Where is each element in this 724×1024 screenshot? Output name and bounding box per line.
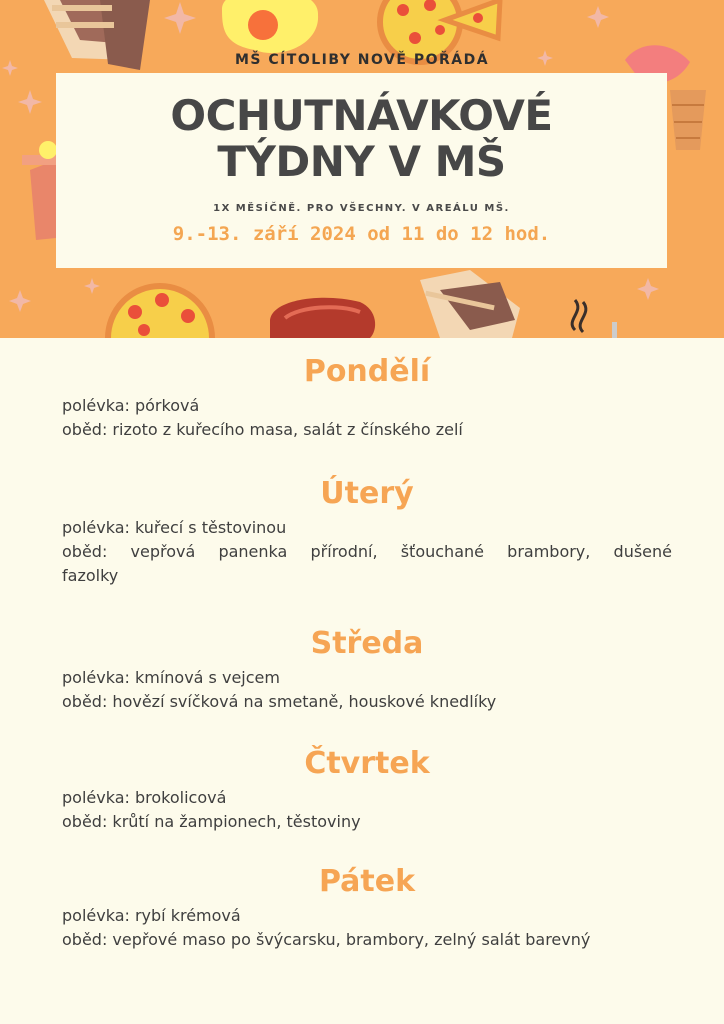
soup-line: polévka: brokolicová bbox=[62, 788, 227, 807]
subtitle: 1X MĚSÍČNĚ. PRO VŠECHNY. V AREÁLU MŠ. bbox=[213, 203, 510, 214]
soup-line: polévka: kmínová s vejcem bbox=[62, 668, 280, 687]
title-line-1: OCHUTNÁVKOVÉ bbox=[170, 91, 553, 140]
lunch-line: oběd: rizoto z kuřecího masa, salát z čínského zelí bbox=[62, 420, 463, 439]
page-title bbox=[56, 93, 667, 185]
day-monday bbox=[62, 350, 672, 472]
day-tuesday bbox=[62, 472, 672, 622]
title-line-2: TÝDNY V MŠ bbox=[217, 137, 506, 186]
cake-icon bbox=[420, 270, 520, 338]
fried-egg-icon bbox=[222, 0, 318, 53]
weekly-menu bbox=[62, 350, 672, 970]
meat-icon bbox=[270, 298, 375, 338]
soup-line: polévka: rybí krémová bbox=[62, 906, 241, 925]
soup-line: polévka: kuřecí s těstovinou bbox=[62, 518, 287, 537]
lunch-line: oběd: krůtí na žampionech, těstoviny bbox=[62, 812, 361, 831]
lunch-line: oběd: hovězí svíčková na smetaně, houskové knedlíky bbox=[62, 692, 497, 711]
hero-banner bbox=[0, 0, 724, 338]
day-name: Čtvrtek bbox=[304, 746, 430, 781]
day-thursday bbox=[62, 742, 672, 860]
day-name: Pondělí bbox=[303, 354, 431, 389]
day-name: Středa bbox=[310, 626, 424, 661]
day-friday bbox=[62, 860, 672, 970]
day-name: Úterý bbox=[320, 476, 414, 511]
lunch-line: oběd: vepřová panenka přírodní, šťouchané brambory, dušené fazolky bbox=[62, 542, 672, 585]
title-card bbox=[56, 73, 667, 268]
day-wednesday bbox=[62, 622, 672, 742]
event-date: 9.-13. září 2024 od 11 do 12 hod. bbox=[172, 223, 551, 245]
drink-icon bbox=[22, 141, 58, 240]
pizza-icon bbox=[108, 286, 212, 338]
lunch-line: oběd: vepřové maso po švýcarsku, brambory, zelný salát barevný bbox=[62, 930, 591, 949]
organizer-line: MŠ CÍTOLIBY NOVĚ POŘÁDÁ bbox=[234, 52, 490, 68]
day-name: Pátek bbox=[318, 864, 416, 899]
soup-line: polévka: pórková bbox=[62, 396, 200, 415]
steam-icon bbox=[572, 300, 617, 338]
